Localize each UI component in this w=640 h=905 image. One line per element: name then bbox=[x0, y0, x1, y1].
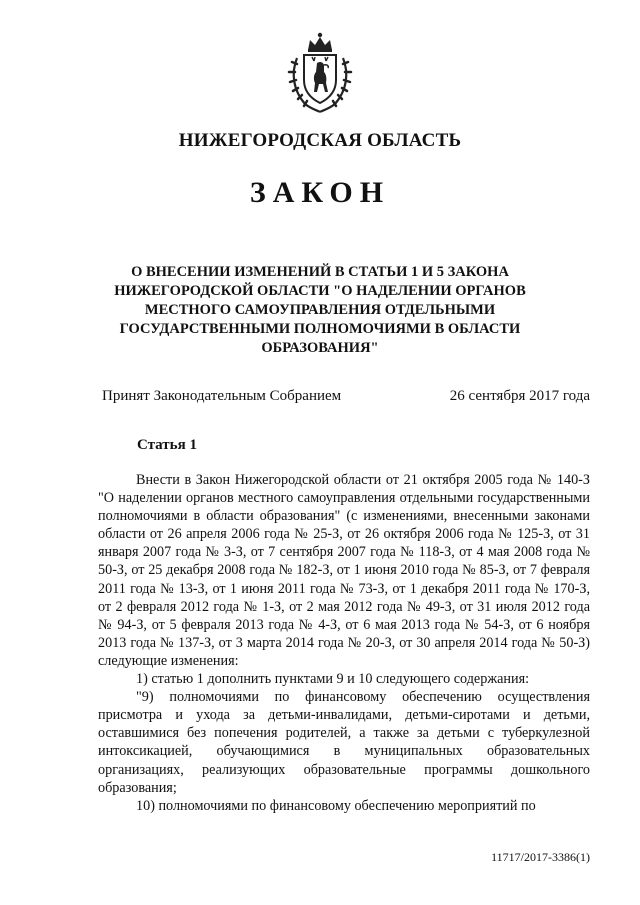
law-title bbox=[100, 263, 540, 358]
adoption-label: Принят Законодательным Собранием bbox=[102, 388, 342, 404]
article-paragraph: 10) полномочиями по финансовому обеспечению мероприятий по bbox=[136, 797, 536, 814]
adoption-date: 26 сентября 2017 года bbox=[449, 388, 590, 404]
law-title-line: НИЖЕГОРОДСКОЙ ОБЛАСТИ "О НАДЕЛЕНИИ ОРГАНОВ bbox=[114, 283, 526, 299]
law-title-line: МЕСТНОГО САМОУПРАВЛЕНИЯ ОТДЕЛЬНЫМИ bbox=[144, 302, 496, 318]
article-paragraph: 1) статью 1 дополнить пунктами 9 и 10 следующего содержания: bbox=[136, 671, 530, 688]
article-paragraph: "9) полномочиями по финансовому обеспечению осуществления присмотра и ухода за детьми-инвалидами, детьми-сиротами и детьми, оставшимися без попечения родителей, а также за детьми с туберкулезной интоксикацией, обучающимися в муниципальных образовательных организациях, реализующих образовательные программы дошкольного образования; bbox=[98, 689, 590, 796]
document-number: 11717/2017-3386(1) bbox=[491, 850, 590, 864]
article-paragraph: Внести в Закон Нижегородской области от 21 октября 2005 года № 140-З "О наделении органов местного самоуправления отдельными государственными полномочиями в области образования" (с изменениями, внесенными законами области от 26 апреля 2006 года № 25-З, от 26 октября 2006 года № 125-З, от 31 января 2007 года № 3-З, от 7 сентября 2007 года № 118-З, от 4 мая 2008 года № 50-З, от 25 декабря 2008 года № 182-З, от 1 июня 2010 года № 85-З, от 7 февраля 2011 года № 13-З, от 1 июня 2011 года № 73-З, от 1 декабря 2011 года № 170-З, от 2 февраля 2012 года № 1-З, от 2 мая 2012 года № 49-З, от 31 июля 2012 года № 94-З, от 5 февраля 2013 года № 4-З, от 6 мая 2013 года № 54-З, от 6 ноября 2013 года № 137-З, от 3 марта 2014 года № 20-З, от 30 апреля 2014 года № 50-З) следующие изменения: bbox=[98, 472, 590, 669]
law-title-line: ОБРАЗОВАНИЯ" bbox=[261, 340, 379, 356]
region-name: НИЖЕГОРОДСКАЯ ОБЛАСТЬ bbox=[178, 130, 462, 151]
law-title-line: ГОСУДАРСТВЕННЫМИ ПОЛНОМОЧИЯМИ В ОБЛАСТИ bbox=[119, 321, 521, 337]
adoption-line bbox=[102, 388, 590, 405]
article-body bbox=[98, 471, 590, 815]
coat-of-arms-icon bbox=[287, 28, 353, 114]
article-heading: Статья 1 bbox=[137, 437, 197, 453]
document-type: ЗАКОН bbox=[249, 176, 391, 209]
law-title-line: О ВНЕСЕНИИ ИЗМЕНЕНИЙ В СТАТЬИ 1 И 5 ЗАКОНА bbox=[131, 264, 509, 280]
